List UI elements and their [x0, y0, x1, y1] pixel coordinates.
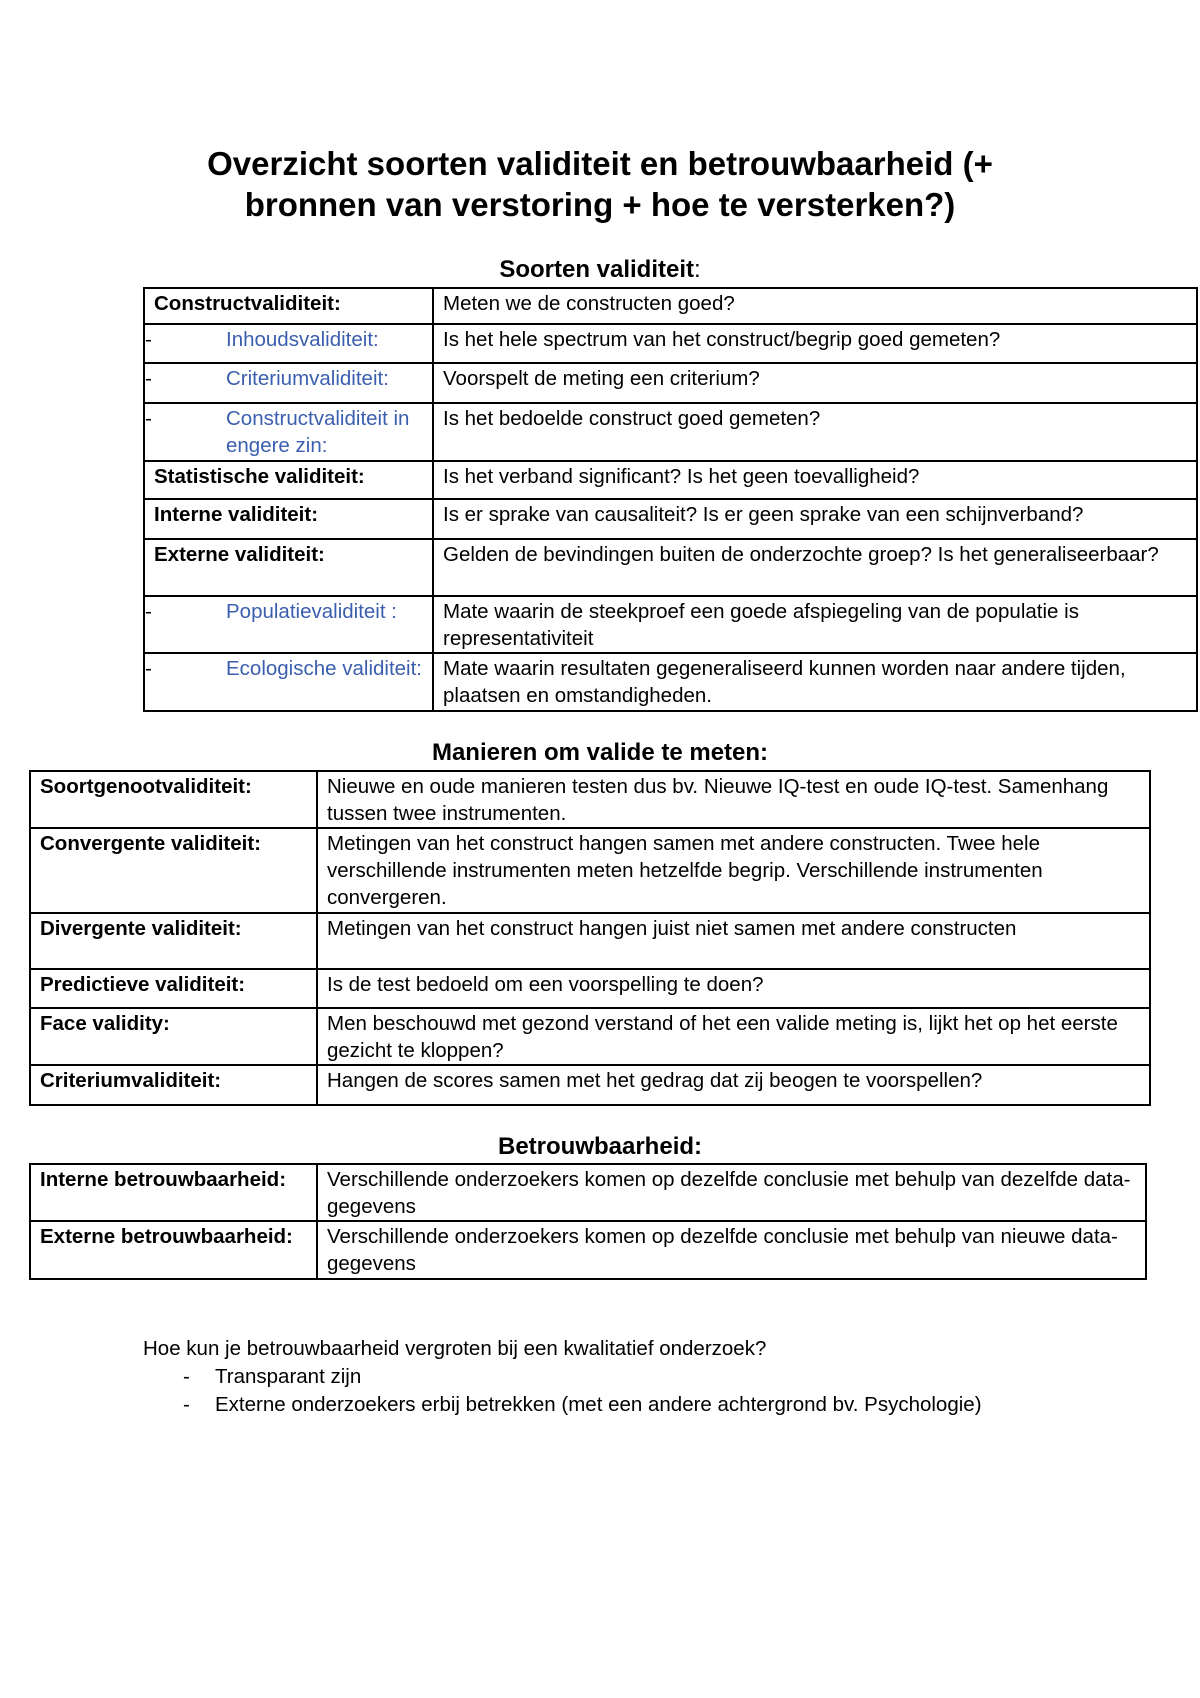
bullet-dash: -: [145, 657, 152, 680]
question-text: Hoe kun je betrouwbaarheid vergroten bij een kwalitatief onderzoek?: [143, 1337, 767, 1360]
valid-measurement-table: [29, 770, 1151, 1106]
table-row: [144, 461, 1197, 499]
row-label: Convergente validiteit:: [30, 828, 317, 913]
row-label: Soortgenootvaliditeit:: [30, 771, 317, 828]
row-label: Face validity:: [30, 1008, 317, 1065]
row-label: Predictieve validiteit:: [30, 969, 317, 1008]
bullet-dash: -: [145, 367, 152, 390]
row-label: Interne betrouwbaarheid:: [30, 1164, 317, 1221]
sub-label-text: Criteriumvaliditeit:: [226, 367, 389, 390]
section-heading-validity-types: [0, 256, 1200, 284]
title-line-1: Overzicht soorten validiteit en betrouwbaarheid (+: [207, 145, 993, 182]
bullet-dash: -: [183, 1365, 190, 1388]
row-label: Divergente validiteit:: [30, 913, 317, 969]
table-row: [144, 288, 1197, 324]
table-row: [144, 324, 1197, 363]
bullet-text: Transparant zijn: [215, 1365, 362, 1388]
bullet-dash: -: [145, 600, 152, 623]
row-description: Meten we de constructen goed?: [433, 288, 1197, 324]
heading-text: Soorten validiteit: [499, 256, 695, 283]
table-row: [30, 913, 1150, 969]
row-description: Is het hele spectrum van het construct/begrip goed gemeten?: [433, 324, 1197, 363]
table-row: [30, 771, 1150, 828]
row-label: Statistische validiteit:: [144, 461, 433, 499]
table-row: [30, 828, 1150, 913]
table-row: [144, 596, 1197, 653]
row-label: Externe betrouwbaarheid:: [30, 1221, 317, 1279]
row-description: Metingen van het construct hangen samen met andere constructen. Twee hele verschillende instrumenten meten hetzelfde begrip. Verschillende instrumenten convergeren.: [317, 828, 1150, 913]
row-label: [144, 653, 433, 711]
bullet-dash: -: [145, 407, 152, 430]
row-description: Mate waarin de steekproef een goede afspiegeling van de populatie is representativiteit: [433, 596, 1197, 653]
section-heading-valid-measurement: Manieren om valide te meten:: [431, 739, 769, 766]
table-row: [30, 1164, 1146, 1221]
bullet-text: Externe onderzoekers erbij betrekken (met een andere achtergrond bv. Psychologie): [215, 1393, 982, 1416]
row-label: Constructvaliditeit:: [144, 288, 433, 324]
table-row: [30, 969, 1150, 1008]
row-label: [144, 363, 433, 403]
table-row: [144, 653, 1197, 711]
table-row: [144, 363, 1197, 403]
bullet-dash: -: [145, 328, 152, 351]
row-description: Hangen de scores samen met het gedrag dat zij beogen te voorspellen?: [317, 1065, 1150, 1105]
title-line-2: bronnen van verstoring + hoe te versterken?): [244, 186, 956, 223]
table-row: [144, 539, 1197, 596]
row-description: Nieuwe en oude manieren testen dus bv. Nieuwe IQ-test en oude IQ-test. Samenhang tussen twee instrumenten.: [317, 771, 1150, 828]
sub-label-text: Inhoudsvaliditeit:: [226, 328, 379, 351]
reliability-question-block: [143, 1335, 995, 1419]
row-description: Voorspelt de meting een criterium?: [433, 363, 1197, 403]
row-description: Is de test bedoeld om een voorspelling te doen?: [317, 969, 1150, 1008]
row-label: [144, 403, 433, 461]
table-row: [30, 1221, 1146, 1279]
bullet-item: [143, 1391, 995, 1419]
table-row: [30, 1065, 1150, 1105]
heading-suffix: :: [694, 256, 701, 283]
bullet-item: [143, 1363, 995, 1391]
row-description: Is het bedoelde construct goed gemeten?: [433, 403, 1197, 461]
table-row: [30, 1008, 1150, 1065]
reliability-table: [29, 1163, 1147, 1280]
row-label: Criteriumvaliditeit:: [30, 1065, 317, 1105]
row-description: Verschillende onderzoekers komen op dezelfde conclusie met behulp van dezelfde data-gegevens: [317, 1164, 1146, 1221]
row-label: [144, 596, 433, 653]
row-label: Interne validiteit:: [144, 499, 433, 539]
document-title: [0, 143, 1200, 225]
row-description: Is er sprake van causaliteit? Is er geen sprake van een schijnverband?: [433, 499, 1197, 539]
row-description: Mate waarin resultaten gegeneraliseerd kunnen worden naar andere tijden, plaatsen en omstandigheden.: [433, 653, 1197, 711]
table-row: [144, 403, 1197, 461]
row-label: Externe validiteit:: [144, 539, 433, 596]
row-description: Is het verband significant? Is het geen toevalligheid?: [433, 461, 1197, 499]
row-description: Men beschouwd met gezond verstand of het een valide meting is, lijkt het op het eerste gezicht te kloppen?: [317, 1008, 1150, 1065]
validity-types-table: [143, 287, 1198, 712]
row-label: [144, 324, 433, 363]
section-heading-reliability: Betrouwbaarheid:: [497, 1133, 703, 1160]
row-description: Gelden de bevindingen buiten de onderzochte groep? Is het generaliseerbaar?: [433, 539, 1197, 596]
sub-label-text: Populatievaliditeit :: [226, 600, 397, 623]
table-row: [144, 499, 1197, 539]
bullet-dash: -: [183, 1393, 190, 1416]
row-description: Verschillende onderzoekers komen op dezelfde conclusie met behulp van nieuwe data-gegevens: [317, 1221, 1146, 1279]
sub-label-text: Constructvaliditeit in engere zin:: [226, 407, 410, 457]
sub-label-text: Ecologische validiteit:: [226, 657, 422, 680]
row-description: Metingen van het construct hangen juist niet samen met andere constructen: [317, 913, 1150, 969]
